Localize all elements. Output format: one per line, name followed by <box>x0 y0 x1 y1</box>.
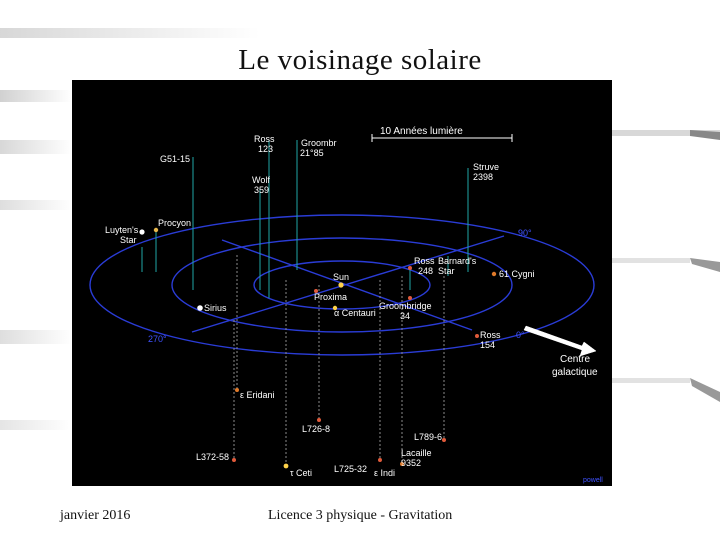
star-label-ross-154: Ross 154 <box>480 330 501 350</box>
star-label-procyon: Procyon <box>158 218 192 228</box>
star-label-g51-15: G51-15 <box>160 154 191 164</box>
slide-title: Le voisinage solaire <box>238 44 482 76</box>
star-label-lacaille-9352: Lacaille 9352 <box>401 448 432 468</box>
star-label-l372-58: L372-58 <box>196 452 230 462</box>
star-label-ross-248: Ross 248 <box>414 256 435 276</box>
image-credit: powell <box>583 477 603 484</box>
star-label-eps-indi: ε Indi <box>374 468 396 478</box>
footer-course: Licence 3 physique - Gravitation <box>268 508 453 523</box>
star-marker <box>197 305 203 311</box>
star-marker <box>475 334 479 338</box>
galactic-center-label: Centre galactique <box>552 354 598 378</box>
star-label-struve-2398: Struve 2398 <box>473 162 500 182</box>
star-label-proxima: Proxima <box>314 292 348 302</box>
star-label-eps-eridani: ε Eridani <box>240 390 275 400</box>
angle-label-0: 0° <box>516 330 525 340</box>
star-marker <box>232 458 236 462</box>
star-label-61-cygni: 61 Cygni <box>499 269 535 279</box>
star-label-wolf-359: Wolf 359 <box>252 175 270 195</box>
star-label-l726-8: L726-8 <box>302 424 331 434</box>
star-label-groombr-21-85: Groombr 21°85 <box>300 138 337 158</box>
star-label-alpha-centauri: α Centauri <box>334 308 376 318</box>
star-marker <box>284 464 289 469</box>
star-label-ross-123: Ross 123 <box>254 134 275 154</box>
footer-date: janvier 2016 <box>60 508 131 523</box>
star-label-groombridge-34: Groombridge 34 <box>379 301 432 321</box>
star-marker <box>492 272 496 276</box>
star-marker <box>378 458 382 462</box>
angle-label-90: 90° <box>518 228 532 238</box>
star-marker <box>317 418 321 422</box>
star-marker <box>408 266 412 270</box>
star-marker <box>154 228 158 232</box>
star-marker <box>408 296 412 300</box>
galactic-center-arrow <box>524 326 596 356</box>
star-label-sirius: Sirius <box>204 303 227 313</box>
star-label-l789-6: L789-6 <box>414 432 443 442</box>
star-label-tau-ceti: τ Ceti <box>290 468 313 478</box>
angle-label-270: 270° <box>148 334 167 344</box>
star-label-l725-32: L725-32 <box>334 464 368 474</box>
star-marker <box>235 388 239 392</box>
solar-neighborhood-diagram <box>72 80 612 486</box>
star-label-luytens-star: Luyten's Star <box>105 225 139 245</box>
scale-label: 10 Années lumière <box>380 126 463 137</box>
star-marker <box>338 282 343 287</box>
diagram-canvas <box>72 80 612 486</box>
star-label-sun: Sun <box>333 272 350 282</box>
star-marker <box>442 438 446 442</box>
star-label-barnards-star: Barnard's Star <box>438 256 477 276</box>
